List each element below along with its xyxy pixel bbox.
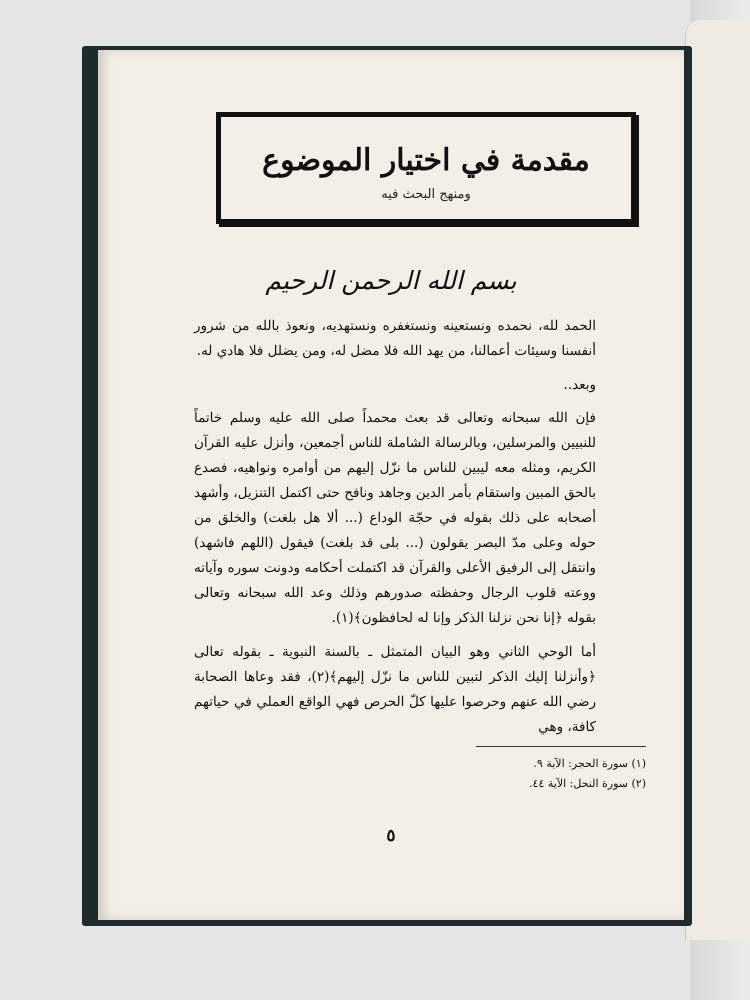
body-text [194,314,596,749]
footnote: (١) سورة الحجر: الآية ٩. [533,757,646,770]
page-subtitle: ومنهج البحث فيه [381,187,471,202]
title-box [216,112,636,224]
footnote: (٢) سورة النحل: الآية ٤٤. [529,777,646,790]
footnotes [416,754,646,794]
next-page-edge [685,20,750,940]
paragraph: وبعد.. [563,377,596,393]
paragraph: أما الوحي الثاني وهو البيان المتمثل ـ بالسنة النبوية ـ بقوله تعالى ﴿وأنزلنا إليك الذكر لتبين للناس ما نزّل إليهم﴾(٢)، فقد وعاها الصحابة رضي الله عنهم وحرصوا عليها كلّ الحرص فهي الواقع العملي في حياتهم كافة، وهي [194,644,596,735]
footnote-divider [476,746,646,747]
page-title: مقدمة في اختيار الموضوع [262,143,590,178]
page-number: ٥ [386,826,396,846]
basmala: بسم الله الرحمن الرحيم [265,266,517,295]
paragraph: الحمد لله، نحمده ونستعينه ونستغفره ونستهديه، ونعوذ بالله من شرور أنفسنا وسيئات أعمالنا، من يهد الله فلا مضل له، ومن يضلل فلا هادي له. [194,318,596,359]
book-page [98,50,684,920]
paragraph: فإن الله سبحانه وتعالى قد بعث محمداً صلى الله عليه وسلم خاتماً للنبيين والمرسلين، وبالرسالة الشاملة للناس أجمعين، وأنزل عليه القرآن الكريم، ومثله معه ليبين للناس ما نزّل إليهم من أوامره ونواهيه، فصدع بالحق المبين واستقام بأمر الدين وجاهد ونافح حتى اكتمل التنزيل، وأشهد أصحابه على ذلك بقوله في حجّة الوداع (... ألا هل بلغت) والخلق من حوله وعلى مدّ البصر يقولون (... بلى قد بلغت) فيقول (اللهم فاشهد) وانتقل إلى الرفيق الأعلى والقرآن قد اكتملت أحكامه ودونت سوره وآياته ووعته قلوب الرجال وحفظته صدورهم وذلك وعد الله سبحانه وتعالى بقوله ﴿إنا نحن نزلنا الذكر وإنا له لحافظون﴾(١). [194,410,596,626]
